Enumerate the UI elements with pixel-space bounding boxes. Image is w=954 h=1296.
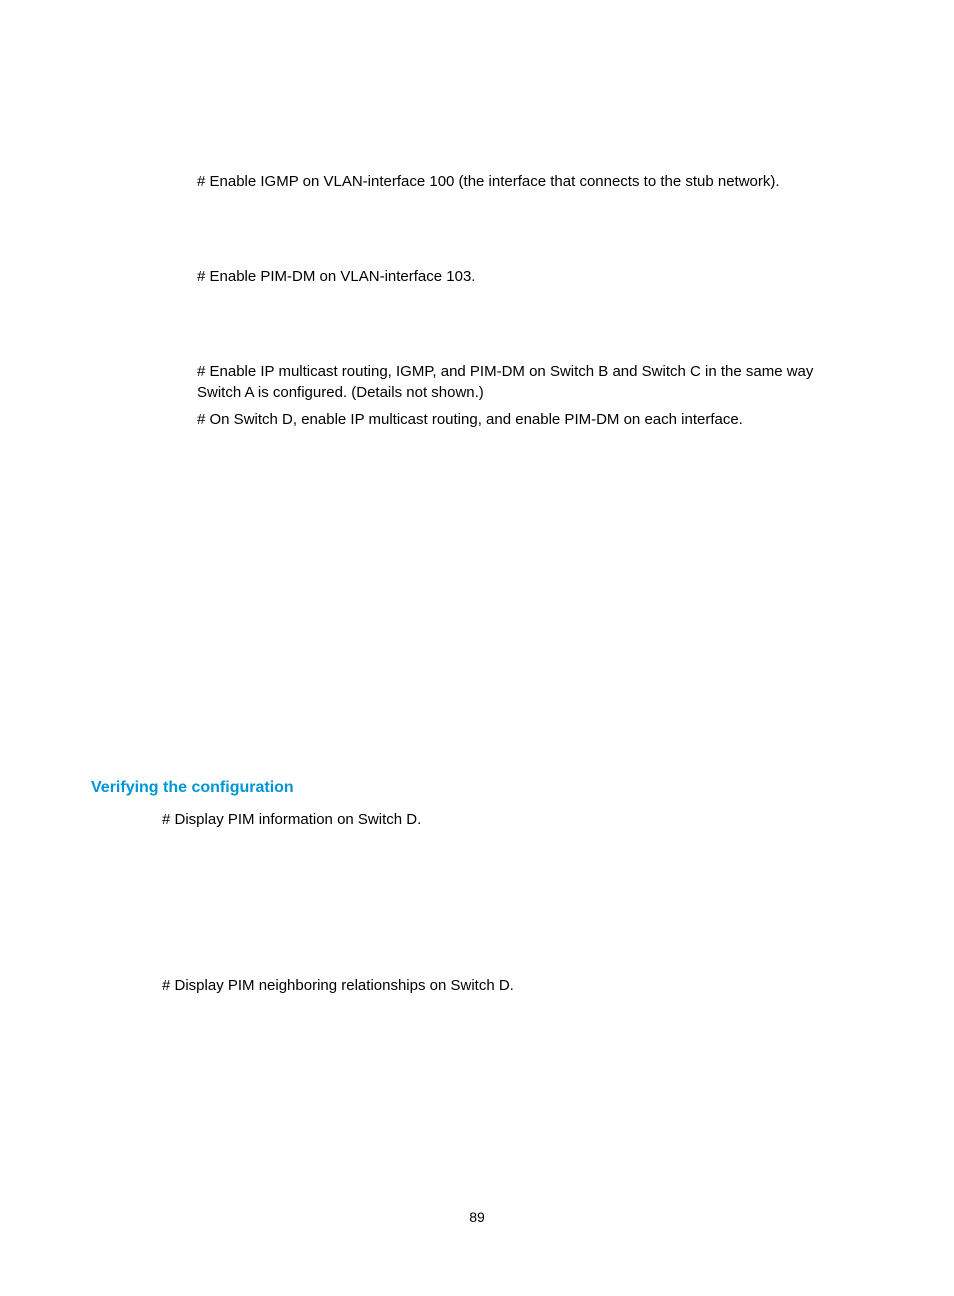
display-pim-text: # Display PIM information on Switch D. [162,811,422,828]
step-switch-bc-text-line1: # Enable IP multicast routing, IGMP, and PIM-DM on Switch B and Switch C in the same way [197,363,814,380]
step-enable-pimdm-text: # Enable PIM-DM on VLAN-interface 103. [197,268,476,285]
step-switch-bc-text-line2: Switch A is configured. (Details not shown.) [197,384,484,401]
section-heading-verifying: Verifying the configuration [91,779,294,796]
step-switch-d-text: # On Switch D, enable IP multicast routing, and enable PIM-DM on each interface. [197,411,743,428]
step-enable-igmp-text: # Enable IGMP on VLAN-interface 100 (the interface that connects to the stub network). [197,173,780,190]
display-pim-neighbors-text: # Display PIM neighboring relationships on Switch D. [162,977,514,994]
page-number: 89 [469,1209,485,1225]
